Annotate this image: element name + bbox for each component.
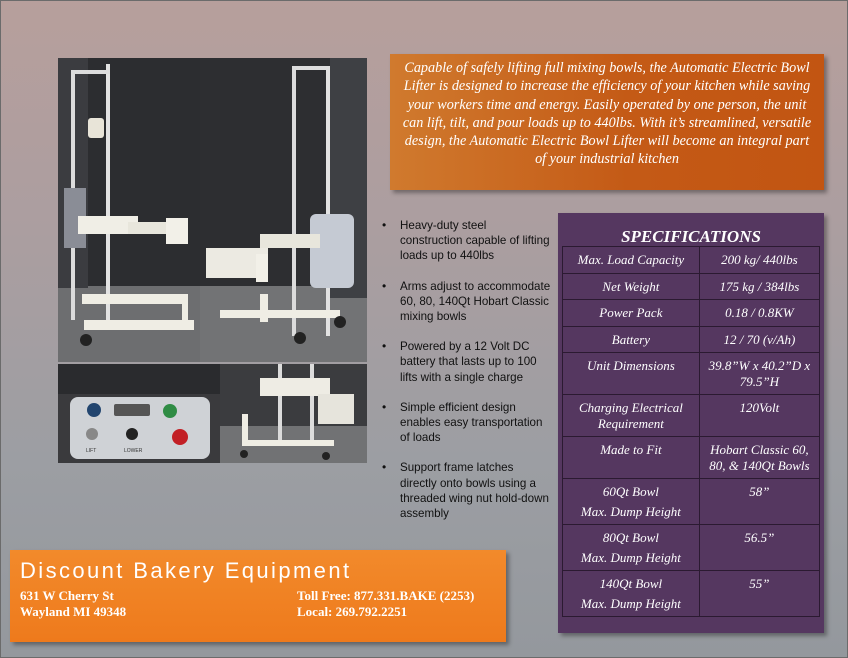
dump-height-label: Max. Dump Height [580, 503, 681, 519]
lifter-rear-photo [220, 364, 367, 463]
lifter-front-photo [58, 58, 200, 362]
company-name: Discount Bakery Equipment [20, 558, 352, 583]
feature-list [380, 218, 552, 536]
spec-label: Charging Electrical Requirement [563, 395, 700, 437]
address-line: Wayland MI 49348 [20, 604, 127, 619]
spec-label: Made to Fit [563, 437, 700, 479]
spec-value: Hobart Classic 60, 80, & 140Qt Bowls [699, 437, 819, 479]
company-phones [297, 588, 474, 620]
feature-item: • Heavy-duty steel construction capable of lifting loads up to 440lbs [380, 218, 552, 264]
address-line: 631 W Cherry St [20, 588, 114, 603]
spec-row [563, 247, 820, 274]
spec-row [563, 300, 820, 327]
toll-free-phone: Toll Free: 877.331.BAKE (2253) [297, 588, 475, 603]
spec-label: Power Pack [563, 300, 700, 327]
spec-value: 56.5” [699, 525, 819, 571]
spec-row [563, 353, 820, 395]
spec-value: 200 kg/ 440lbs [699, 247, 819, 274]
spec-value: 120Volt [699, 395, 819, 437]
feature-item: • Simple efficient design enables easy transportation of loads [380, 400, 552, 446]
spec-label [563, 479, 700, 525]
spec-value: 12 / 70 (v/Ah) [699, 326, 819, 353]
specifications-table [562, 246, 820, 617]
feature-item: • Support frame latches directly onto bowls using a threaded wing nut hold-down assembly [380, 460, 552, 521]
bowl-size: 140Qt Bowl [599, 576, 663, 591]
spec-label: Net Weight [563, 273, 700, 300]
company-footer [10, 550, 506, 642]
lift-label: LIFT [86, 448, 97, 454]
feature-item: • Arms adjust to accommodate 60, 80, 140Qt Hobart Classic mixing bowls [380, 279, 552, 325]
spec-row [563, 273, 820, 300]
spec-value: 175 kg / 384lbs [699, 273, 819, 300]
company-address [20, 588, 126, 620]
spec-label: Unit Dimensions [563, 353, 700, 395]
spec-row [563, 571, 820, 617]
lifter-side-photo [200, 58, 367, 362]
spec-value: 39.8”W x 40.2”D x 79.5”H [699, 353, 819, 395]
specifications-title: SPECIFICATIONS [621, 227, 761, 246]
bowl-size: 80Qt Bowl [602, 530, 659, 545]
spec-value: 55” [699, 571, 819, 617]
spec-label: Max. Load Capacity [563, 247, 700, 274]
spec-row [563, 525, 820, 571]
spec-label: Battery [563, 326, 700, 353]
dump-height-label: Max. Dump Height [580, 549, 681, 565]
feature-item: • Powered by a 12 Volt DC battery that lasts up to 100 lifts with a single charge [380, 339, 552, 385]
intro-description: Capable of safely lifting full mixing bowls, the Automatic Electric Bowl Lifter is designed to increase the efficiency of your kitchen while saving your workers time and energy. Easily operated by one person, the unit can lift, tilt, and pour loads up to 440lbs. With it’s streamlined, versatile design, the Automatic Electric Bowl Lifter will become an integral part of your industrial kitchen [390, 54, 824, 190]
control-panel-photo [58, 364, 220, 463]
spec-value: 58” [699, 479, 819, 525]
spec-row [563, 326, 820, 353]
bowl-size: 60Qt Bowl [602, 484, 659, 499]
spec-row [563, 395, 820, 437]
dump-height-label: Max. Dump Height [580, 595, 681, 611]
lower-label: LOWER [124, 448, 143, 454]
spec-row [563, 479, 820, 525]
spec-label [563, 525, 700, 571]
local-phone: Local: 269.792.2251 [297, 604, 408, 619]
spec-row [563, 437, 820, 479]
spec-label [563, 571, 700, 617]
spec-value: 0.18 / 0.8KW [699, 300, 819, 327]
specifications-panel [558, 213, 824, 633]
